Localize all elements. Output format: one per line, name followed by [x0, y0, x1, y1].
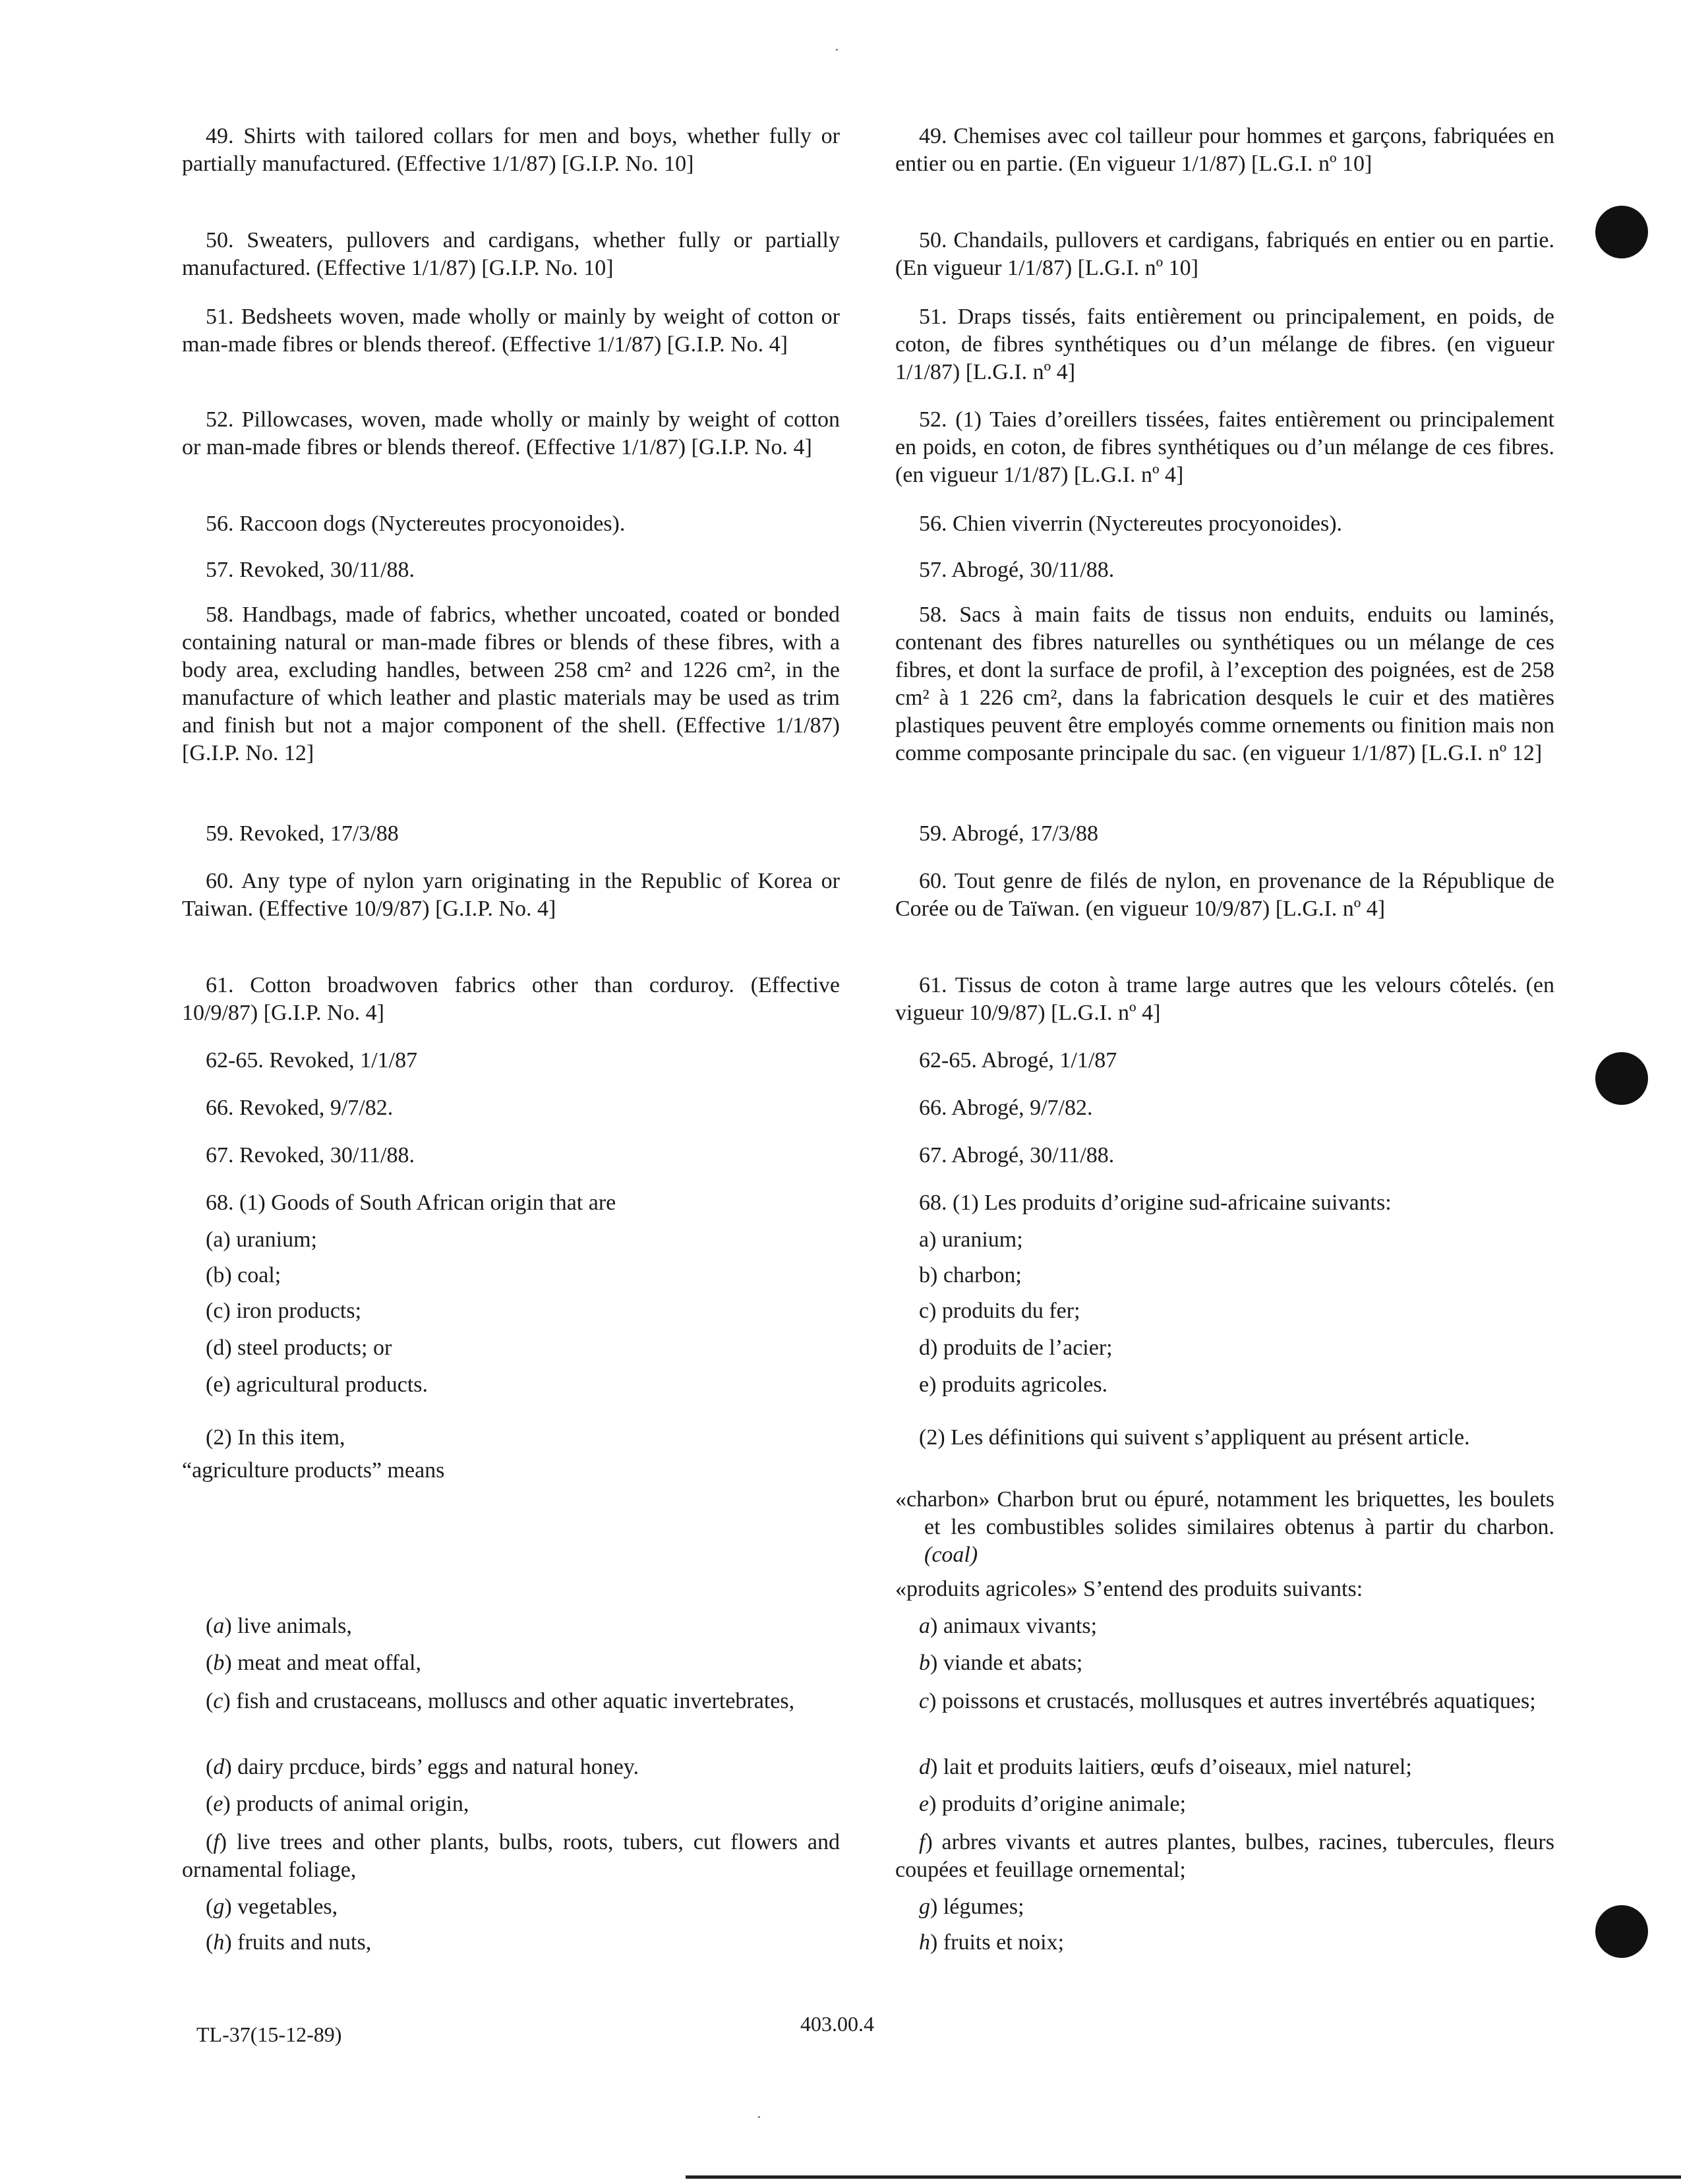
en-item-66: 66. Revoked, 9/7/82.	[206, 1096, 394, 1120]
en-agri-g: (g) vegetables,	[206, 1895, 338, 1919]
fr-agri-g: g) légumes;	[919, 1895, 1024, 1919]
en-letter-b: b	[213, 1651, 225, 1675]
fr-item-50: 50. Chandails, pullovers et cardigans, fabriqués en entier ou en partie. (En vigueur 1/1/87) [L.G.I. nº 10]	[895, 228, 1554, 280]
en-letter-c: c	[213, 1689, 223, 1713]
en-agri-d: (d) dairy prcduce, birds’ eggs and natural honey.	[206, 1755, 639, 1779]
fr-agri-h: h) fruits et noix;	[919, 1930, 1065, 1955]
fr-item-56: 56. Chien viverrin (Nyctereutes procyonoides).	[919, 512, 1343, 536]
en-agri-a-text: live animals,	[237, 1614, 352, 1638]
en-item-62-65: 62-65. Revoked, 1/1/87	[206, 1048, 418, 1073]
en-agri-c: (c) fish and crustaceans, molluscs and other aquatic invertebrates,	[206, 1689, 795, 1713]
en-agri-h: (h) fruits and nuts,	[206, 1930, 372, 1955]
en-agri-h-text: fruits and nuts,	[237, 1930, 372, 1955]
fr-agri-b-text: viande et abats;	[943, 1651, 1083, 1675]
en-item-49: 49. Shirts with tailored collars for men and boys, whether fully or partially manufactured. (Effective 1/1/87) [G.I.P. No. 10]	[182, 124, 840, 176]
fr-agri-c: c) poissons et crustacés, mollusques et autres invertébrés aquatiques;	[919, 1689, 1536, 1713]
en-item-68d: (d) steel products; or	[206, 1336, 392, 1360]
en-letter-f: f	[213, 1830, 220, 1854]
fr-agri-c-text: poissons et crustacés, mollusques et autres invertébrés aquatiques;	[941, 1689, 1536, 1713]
en-letter-h: h	[213, 1930, 225, 1955]
fr-charbon-definition	[895, 1486, 1554, 1569]
en-item-68e: (e) agricultural products.	[206, 1372, 428, 1397]
en-item-52: 52. Pillowcases, woven, made wholly or mainly by weight of cotton or man-made fibres or blends thereof. (Effective 1/1/87) [G.I.P. No. 4]	[182, 407, 840, 459]
fr-charbon-term: «charbon»	[895, 1487, 990, 1512]
fr-agri-h-text: fruits et noix;	[943, 1930, 1065, 1955]
fr-agri-d: d) lait et produits laitiers, œufs d’oiseaux, miel naturel;	[919, 1755, 1412, 1779]
en-agri-e: (e) products of animal origin,	[206, 1792, 469, 1816]
en-agri-f: (f) live trees and other plants, bulbs, roots, tubers, cut flowers and ornamental foliage,	[182, 1830, 840, 1882]
fr-letter-e: e	[919, 1792, 929, 1816]
fr-item-68a: a) uranium;	[919, 1227, 1023, 1252]
fr-item-66: 66. Abrogé, 9/7/82.	[919, 1096, 1093, 1120]
en-item-67: 67. Revoked, 30/11/88.	[206, 1143, 415, 1167]
en-agri-b-text: meat and meat offal,	[237, 1651, 421, 1675]
en-agri-b: (b) meat and meat offal,	[206, 1651, 421, 1675]
en-agri-e-text: products of animal origin,	[236, 1792, 469, 1816]
fr-item-67: 67. Abrogé, 30/11/88.	[919, 1143, 1115, 1167]
margin-bullet-1	[1595, 206, 1648, 258]
fr-letter-d: d	[919, 1755, 930, 1779]
fr-agri-g-text: légumes;	[943, 1895, 1024, 1919]
en-item-51: 51. Bedsheets woven, made wholly or mainly by weight of cotton or man-made fibres or blends thereof. (Effective 1/1/87) [G.I.P. No. 4]	[182, 305, 840, 357]
fr-item-57: 57. Abrogé, 30/11/88.	[919, 558, 1115, 582]
en-agri-a: (a) live animals,	[206, 1614, 352, 1638]
fr-agri-d-text: lait et produits laitiers, œufs d’oiseaux, miel naturel;	[943, 1755, 1412, 1779]
en-letter-d: d	[213, 1755, 225, 1779]
fr-agri-f: f) arbres vivants et autres plantes, bulbes, racines, tubercules, fleurs coupées et feuillage ornemental;	[895, 1830, 1554, 1882]
scan-speck	[836, 49, 838, 51]
en-letter-e: e	[213, 1792, 223, 1816]
en-agri-f-text: live trees and other plants, bulbs, roots, tubers, cut flowers and ornamental foliage,	[182, 1830, 840, 1882]
en-item-59: 59. Revoked, 17/3/88	[206, 821, 399, 846]
fr-letter-h: h	[919, 1930, 930, 1955]
fr-agri-a: a) animaux vivants;	[919, 1614, 1098, 1638]
fr-item-68c: c) produits du fer;	[919, 1299, 1080, 1323]
fr-item-49: 49. Chemises avec col tailleur pour hommes et garçons, fabriquées en entier ou en partie. (En vigueur 1/1/87) [L.G.I. nº 10]	[895, 124, 1554, 176]
en-item-61: 61. Cotton broadwoven fabrics other than corduroy. (Effective 10/9/87) [G.I.P. No. 4]	[182, 973, 840, 1025]
fr-agri-e: e) produits d’origine animale;	[919, 1792, 1187, 1816]
fr-item-62-65: 62-65. Abrogé, 1/1/87	[919, 1048, 1117, 1073]
en-letter-g: g	[213, 1895, 225, 1919]
fr-letter-a: a	[919, 1614, 930, 1638]
fr-item-60: 60. Tout genre de filés de nylon, en provenance de la République de Corée ou de Taïwan. (en vigueur 10/9/87) [L.G.I. nº 4]	[895, 869, 1554, 921]
scan-speck	[758, 2116, 760, 2118]
fr-item-68-2: (2) Les définitions qui suivent s’appliquent au présent article.	[919, 1425, 1470, 1450]
fr-item-61: 61. Tissus de coton à trame large autres que les velours côtelés. (en vigueur 10/9/87) [L.G.I. nº 4]	[895, 973, 1554, 1025]
fr-letter-b: b	[919, 1651, 930, 1675]
fr-item-51: 51. Draps tissés, faits entièrement ou principalement, en poids, de coton, de fibres synthétiques ou d’un mélange de fibres. (en vigueur 1/1/87) [L.G.I. nº 4]	[895, 305, 1554, 384]
fr-charbon-english: (coal)	[924, 1543, 978, 1567]
en-item-68: 68. (1) Goods of South African origin that are	[206, 1191, 616, 1215]
fr-letter-g: g	[919, 1895, 930, 1919]
fr-item-68d: d) produits de l’acier;	[919, 1336, 1113, 1360]
en-agri-d-text: dairy prcduce, birds’ eggs and natural honey.	[237, 1755, 639, 1779]
scan-edge-line	[686, 2175, 1681, 2179]
en-agri-definition: “agriculture products” means	[182, 1458, 445, 1483]
en-item-68b: (b) coal;	[206, 1263, 281, 1287]
fr-item-68b: b) charbon;	[919, 1263, 1022, 1287]
en-letter-a: a	[213, 1614, 225, 1638]
en-agri-c-text: fish and crustaceans, molluscs and other aquatic invertebrates,	[236, 1689, 795, 1713]
fr-agri-b: b) viande et abats;	[919, 1651, 1083, 1675]
en-item-57: 57. Revoked, 30/11/88.	[206, 558, 415, 582]
en-agri-g-text: vegetables,	[237, 1895, 338, 1919]
en-item-68-2: (2) In this item,	[206, 1425, 345, 1450]
fr-agri-f-text: arbres vivants et autres plantes, bulbes, racines, tubercules, fleurs coupées et feuillage ornemental;	[895, 1830, 1554, 1882]
footer-page-number: 403.00.4	[800, 2012, 874, 2036]
fr-agri-e-text: produits d’origine animale;	[941, 1792, 1187, 1816]
fr-letter-f: f	[919, 1830, 926, 1854]
fr-agri-a-text: animaux vivants;	[943, 1614, 1098, 1638]
en-item-56: 56. Raccoon dogs (Nyctereutes procyonoides).	[206, 512, 626, 536]
fr-charbon-text: Charbon brut ou épuré, notamment les briquettes, les boulets et les combustibles solides similaires obtenus à partir du charbon.	[924, 1487, 1554, 1539]
fr-item-68: 68. (1) Les produits d’origine sud-africaine suivants:	[919, 1191, 1392, 1215]
en-item-60: 60. Any type of nylon yarn originating in the Republic of Korea or Taiwan. (Effective 10/9/87) [G.I.P. No. 4]	[182, 869, 840, 921]
fr-item-58: 58. Sacs à main faits de tissus non enduits, enduits ou laminés, contenant des fibres naturelles ou synthétiques ou un mélange de ces fibres, et dont la surface de profil, à l’exception des poignées, est de 258 cm² à 1 226 cm², dans la fabrication desquels le cuir et des matières plastiques peuvent être employés comme ornements ou finition mais non comme composante principale du sac. (en vigueur 1/1/87) [L.G.I. nº 12]	[895, 603, 1554, 765]
en-item-68a: (a) uranium;	[206, 1227, 317, 1252]
fr-item-59: 59. Abrogé, 17/3/88	[919, 821, 1098, 846]
footer-release-code: TL-37(15-12-89)	[196, 2022, 342, 2046]
fr-agri-definition: «produits agricoles» S’entend des produits suivants:	[895, 1577, 1363, 1601]
fr-item-52: 52. (1) Taies d’oreillers tissées, faites entièrement ou principalement en poids, en coton, de fibres synthétiques ou d’un mélange de ces fibres. (en vigueur 1/1/87) [L.G.I. nº 4]	[895, 407, 1554, 487]
margin-bullet-2	[1595, 1052, 1648, 1105]
en-item-50: 50. Sweaters, pullovers and cardigans, whether fully or partially manufactured. (Effective 1/1/87) [G.I.P. No. 10]	[182, 228, 840, 280]
fr-item-68e: e) produits agricoles.	[919, 1372, 1108, 1397]
margin-bullet-3	[1595, 1905, 1648, 1958]
en-item-68c: (c) iron products;	[206, 1299, 362, 1323]
fr-letter-c: c	[919, 1689, 929, 1713]
en-item-58: 58. Handbags, made of fabrics, whether uncoated, coated or bonded containing natural or man-made fibres or blends of these fibres, with a body area, excluding handles, between 258 cm² and 1226 cm², in the manufacture of which leather and plastic materials may be used as trim and finish but not a major component of the shell. (Effective 1/1/87) [G.I.P. No. 12]	[182, 603, 840, 765]
